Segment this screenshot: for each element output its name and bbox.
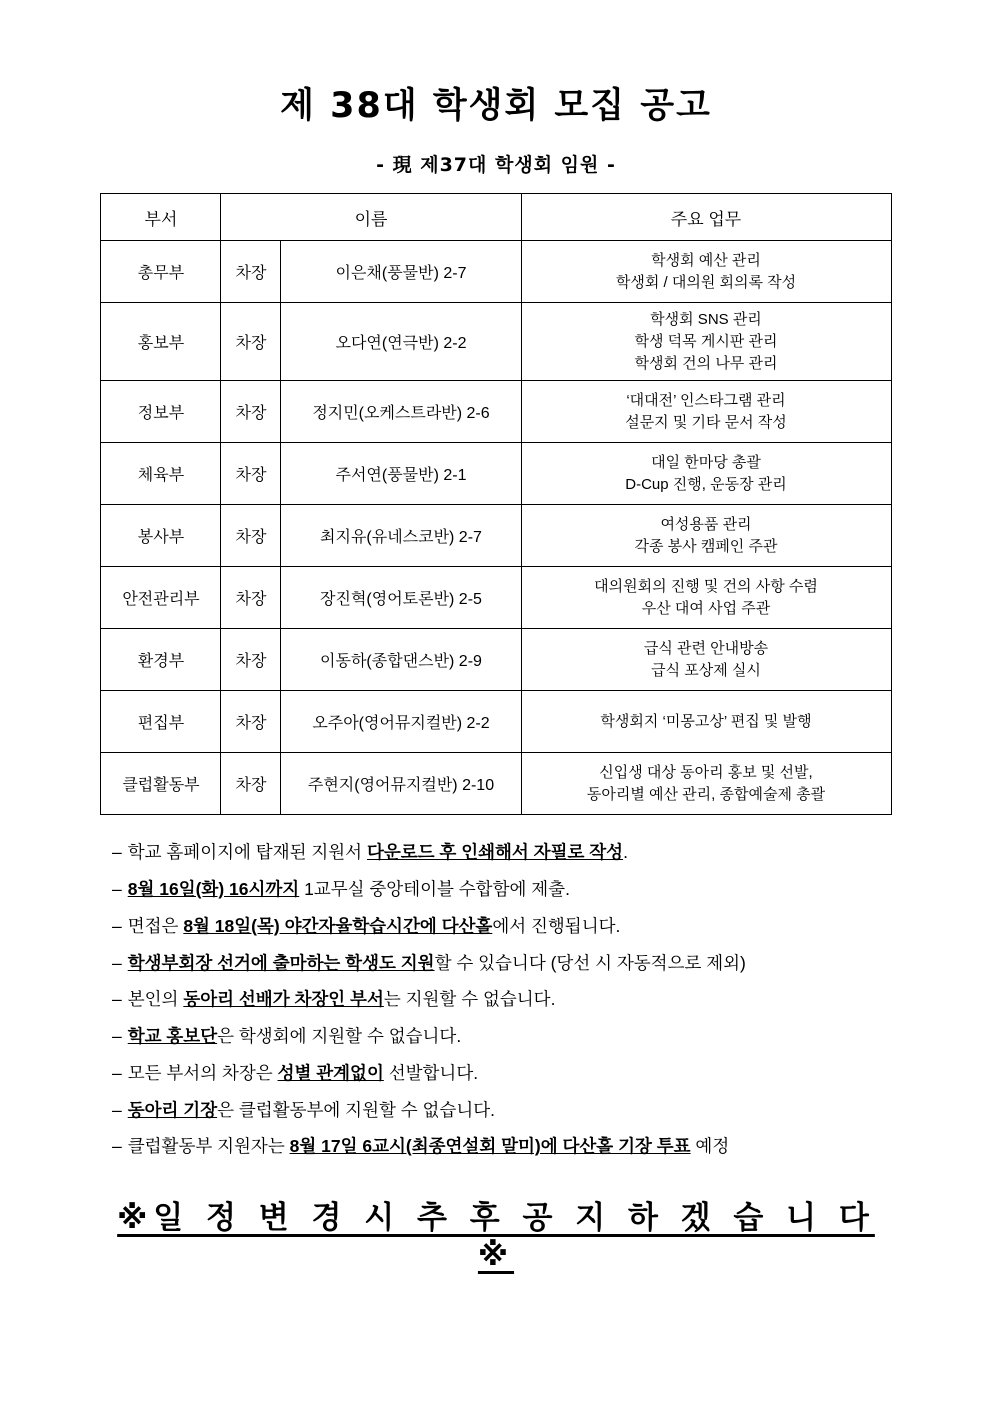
cell-rank: 차장	[221, 443, 281, 505]
cell-rank: 차장	[221, 381, 281, 443]
note-segment: 할 수 있습니다 (당선 시 자동적으로 제외)	[434, 952, 746, 973]
cell-rank: 차장	[221, 753, 281, 815]
note-bullet: –	[112, 952, 122, 973]
note-segment: 1교무실 중앙테이블 수합함에 제출.	[299, 879, 570, 899]
note-segment: 는 지원할 수 없습니다.	[383, 989, 556, 1010]
duty-line: D-Cup 진행, 운동장 관리	[625, 475, 787, 493]
cell-name: 이은채(풍물반) 2-7	[281, 241, 521, 303]
cell-rank: 차장	[221, 567, 281, 629]
duty-line: ‘대대전’ 인스타그램 관리	[626, 392, 786, 409]
cell-name: 오주아(영어뮤지컬반) 2-2	[281, 691, 521, 753]
cell-duty	[521, 629, 891, 691]
table-row	[101, 241, 891, 303]
note-segment: 은 학생회에 지원할 수 없습니다.	[217, 1026, 462, 1046]
duty-line: 급식 관련 안내방송	[643, 640, 769, 657]
column-header-dept: 부서	[101, 194, 221, 241]
note-segment: 동아리 기장	[127, 1099, 218, 1120]
cell-duty	[521, 567, 891, 629]
note-bullet: –	[112, 842, 122, 863]
cell-dept: 홍보부	[101, 303, 221, 381]
officer-roster-table	[100, 193, 891, 815]
note-item	[112, 1135, 892, 1158]
cell-name: 장진혁(영어토론반) 2-5	[281, 567, 521, 629]
cell-name: 정지민(오케스트라반) 2-6	[281, 381, 521, 443]
cell-name: 주서연(풍물반) 2-1	[281, 443, 521, 505]
table-row	[101, 303, 891, 381]
duty-line: 우산 대여 사업 주관	[641, 599, 771, 617]
cell-dept: 편집부	[101, 691, 221, 753]
duty-line: 급식 포상제 실시	[651, 661, 761, 679]
table-row	[101, 567, 891, 629]
duty-line: 각종 봉사 캠페인 주관	[634, 537, 778, 555]
duty-line: 설문지 및 기타 문서 작성	[625, 413, 787, 431]
column-header-name: 이름	[221, 194, 521, 241]
page-title: 제 38대 학생회 모집 공고	[280, 86, 712, 126]
cell-duty	[521, 303, 891, 381]
note-segment: 8월 17일 6교시(최종연설회 말미)에 다산홀 기장 투표	[289, 1136, 691, 1157]
note-segment: 은 클럽활동부에 지원할 수 없습니다.	[217, 1099, 496, 1120]
note-bullet: –	[112, 1062, 122, 1083]
cell-name: 최지유(유네스코반) 2-7	[281, 505, 521, 567]
note-item	[112, 988, 892, 1011]
note-item	[112, 915, 892, 938]
note-item	[112, 878, 892, 901]
cell-duty	[521, 753, 891, 815]
table-body	[101, 241, 891, 815]
cell-rank: 차장	[221, 505, 281, 567]
duty-line: 동아리별 예산 관리, 종합예술제 총괄	[586, 785, 826, 803]
table-header	[101, 194, 891, 241]
cell-dept: 환경부	[101, 629, 221, 691]
note-bullet: –	[112, 1136, 122, 1157]
note-item	[112, 952, 892, 975]
duty-line: 학생회 건의 나무 관리	[634, 354, 778, 372]
cell-rank: 차장	[221, 303, 281, 381]
duty-line: 신입생 대상 동아리 홍보 및 선발,	[599, 764, 813, 781]
duty-line: 학생회 SNS 관리	[650, 311, 762, 328]
note-segment: 선발합니다.	[383, 1062, 479, 1083]
notes-list	[100, 841, 892, 1158]
note-item	[112, 1025, 892, 1048]
duty-line: 대일 한마당 총괄	[651, 454, 761, 471]
cell-duty	[521, 381, 891, 443]
cell-dept: 안전관리부	[101, 567, 221, 629]
duty-line: 학생회 예산 관리	[651, 251, 761, 269]
note-segment: .	[623, 842, 628, 863]
cell-rank: 차장	[221, 629, 281, 691]
note-segment: 클럽활동부 지원자는	[127, 1136, 290, 1157]
cell-dept: 정보부	[101, 381, 221, 443]
note-segment: 다운로드 후 인쇄해서 자필로 작성	[366, 842, 624, 863]
table-row	[101, 753, 891, 815]
note-segment: 에서 진행됩니다.	[492, 915, 621, 936]
cell-dept: 봉사부	[101, 505, 221, 567]
table-header-row	[101, 194, 891, 241]
cell-dept: 체육부	[101, 443, 221, 505]
note-bullet: –	[112, 879, 122, 899]
note-item	[112, 1099, 892, 1122]
note-segment: 본인의	[127, 989, 184, 1010]
note-segment: 8월 18일(목) 야간자율학습시간에 다산홀	[183, 915, 493, 936]
note-segment: 학생부회장 선거에 출마하는 학생도 지원	[127, 952, 435, 973]
note-segment: 학교 홍보단	[127, 1026, 218, 1046]
note-segment: 모든 부서의 차장은	[127, 1062, 278, 1083]
table-row	[101, 443, 891, 505]
note-item	[112, 1062, 892, 1085]
table-row	[101, 505, 891, 567]
cell-dept: 클럽활동부	[101, 753, 221, 815]
note-segment: 8월 16일(화) 16시까지	[127, 879, 300, 899]
note-item	[112, 841, 892, 864]
table-row	[101, 381, 891, 443]
cell-duty	[521, 691, 891, 753]
duty-line: 여성용품 관리	[660, 516, 752, 533]
cell-duty	[521, 443, 891, 505]
note-bullet: –	[112, 1026, 122, 1046]
note-segment: 학교 홈페이지에 탑재된 지원서	[127, 842, 367, 863]
duty-line: 대의원회의 진행 및 건의 사항 수렴	[594, 578, 818, 595]
note-bullet: –	[112, 1099, 122, 1120]
table-row	[101, 629, 891, 691]
duty-line: 학생회 / 대의원 회의록 작성	[615, 273, 797, 291]
cell-rank: 차장	[221, 691, 281, 753]
cell-duty	[521, 505, 891, 567]
note-bullet: –	[112, 989, 122, 1010]
column-header-duty: 주요 업무	[521, 194, 891, 241]
cell-dept: 총무부	[101, 241, 221, 303]
footer-note	[100, 1192, 892, 1273]
duty-line: 학생 덕목 게시판 관리	[634, 332, 778, 350]
note-segment: 면접은	[127, 915, 184, 936]
note-segment: 예정	[690, 1136, 730, 1157]
cell-name: 오다연(연극반) 2-2	[281, 303, 521, 381]
page-subtitle: - 現 제37대 학생회 임원 -	[376, 154, 616, 176]
table-row	[101, 691, 891, 753]
footer-note-text: ※일 정 변 경 시 추 후 공 지 하 겠 습 니 다 ※	[117, 1200, 875, 1273]
note-segment: 성별 관계없이	[277, 1062, 384, 1083]
cell-rank: 차장	[221, 241, 281, 303]
cell-duty	[521, 241, 891, 303]
note-bullet: –	[112, 915, 122, 936]
duty-line: 학생회지 ‘미몽고상’ 편집 및 발행	[600, 712, 812, 730]
note-segment: 동아리 선배가 차장인 부서	[183, 989, 384, 1010]
cell-name: 이동하(종합댄스반) 2-9	[281, 629, 521, 691]
cell-name: 주현지(영어뮤지컬반) 2-10	[281, 753, 521, 815]
